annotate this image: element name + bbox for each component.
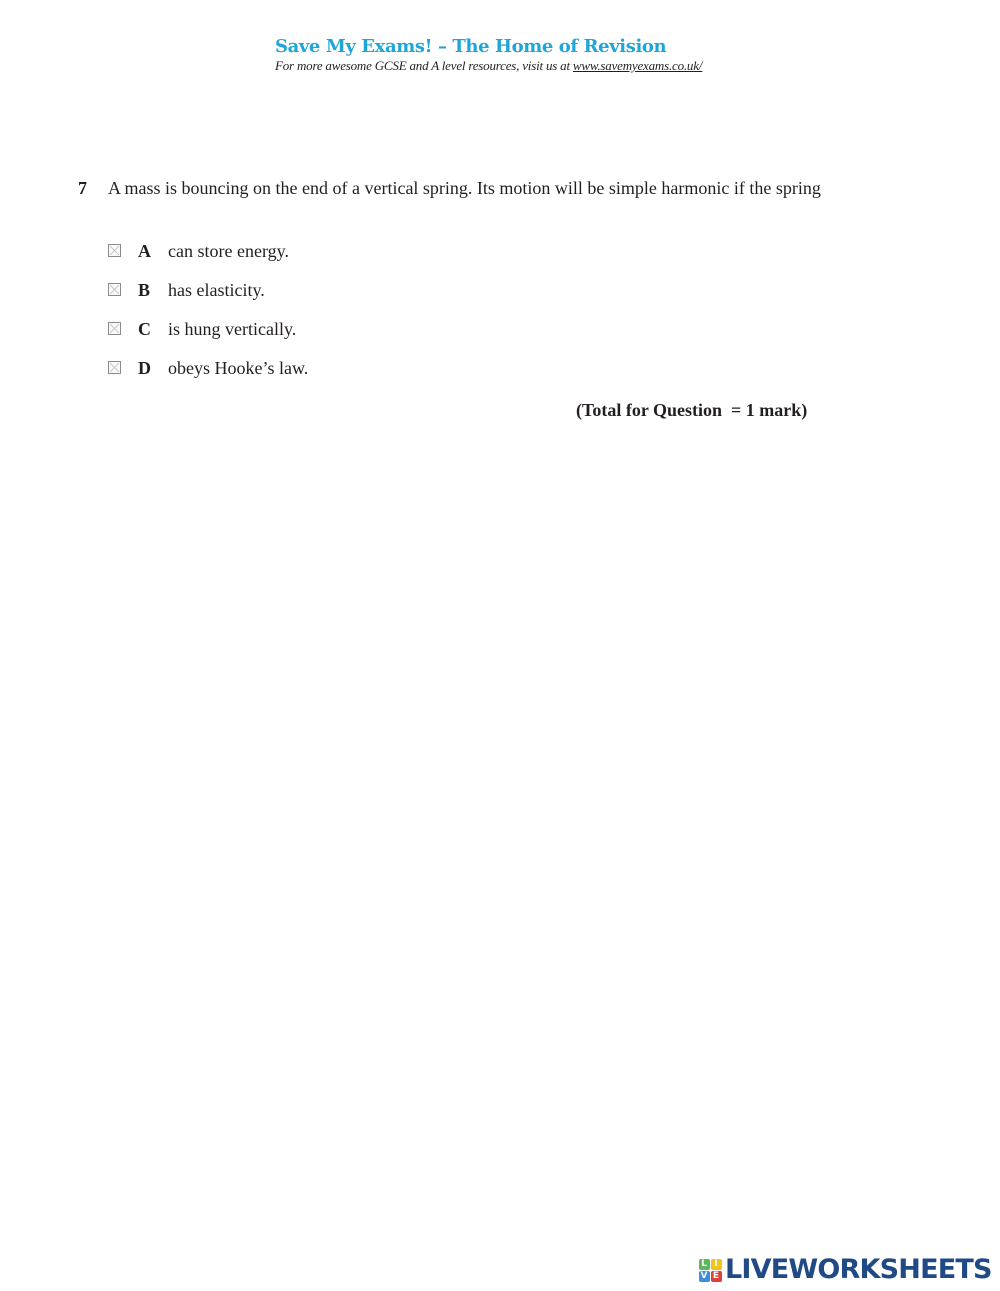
question-stem: A mass is bouncing on the end of a vertical spring. Its motion will be simple harmonic if the spring — [108, 178, 821, 198]
option-letter: C — [138, 319, 151, 339]
liveworksheets-brand — [698, 1256, 992, 1284]
header-subtitle-text: For more awesome GCSE and A level resources, visit us at — [275, 58, 573, 73]
option-b-checkbox[interactable] — [108, 283, 121, 296]
cross-icon — [109, 245, 120, 256]
option-a[interactable] — [108, 240, 308, 279]
option-a-checkbox[interactable] — [108, 244, 121, 257]
live-logo-icon — [698, 1258, 722, 1282]
header-title: Save My Exams! – The Home of Revision — [275, 36, 667, 57]
logo-tile-v: V — [699, 1271, 710, 1282]
option-letter: B — [138, 280, 151, 300]
option-text: is hung vertically. — [168, 319, 297, 339]
option-d[interactable] — [108, 357, 308, 396]
answer-options — [108, 240, 308, 396]
website-link[interactable]: www.savemyexams.co.uk/ — [572, 58, 703, 73]
option-letter: D — [138, 358, 151, 378]
option-c[interactable] — [108, 318, 308, 357]
option-text: can store energy. — [168, 241, 289, 261]
page-header — [275, 36, 702, 74]
option-c-checkbox[interactable] — [108, 322, 121, 335]
option-b[interactable] — [108, 279, 308, 318]
option-letter: A — [138, 241, 151, 261]
brand-name: LIVEWORKSHEETS — [725, 1254, 992, 1285]
option-text: has elasticity. — [168, 280, 265, 300]
logo-tile-e: E — [711, 1271, 722, 1282]
cross-icon — [109, 362, 120, 373]
total-marks: (Total for Question = 1 mark) — [576, 400, 808, 420]
cross-icon — [109, 323, 120, 334]
option-d-checkbox[interactable] — [108, 361, 121, 374]
question-number: 7 — [78, 178, 87, 198]
logo-tile-i: I — [711, 1259, 722, 1270]
header-subtitle — [275, 58, 702, 74]
cross-icon — [109, 284, 120, 295]
logo-tile-l: L — [699, 1259, 710, 1270]
option-text: obeys Hooke’s law. — [168, 358, 309, 378]
